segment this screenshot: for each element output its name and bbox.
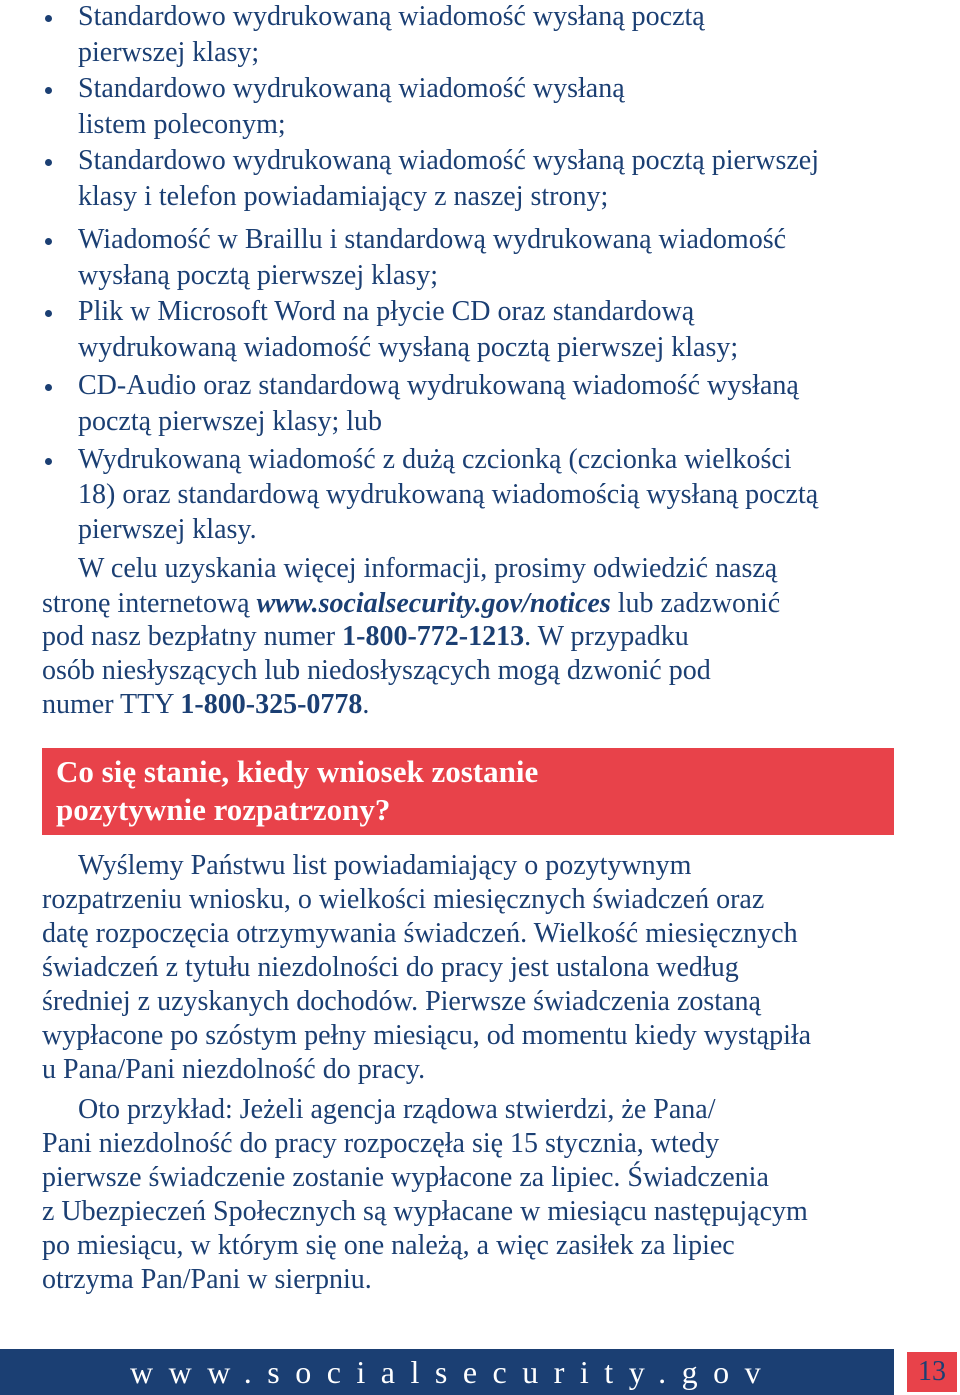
list-item-text: Plik w Microsoft Word na płycie CD oraz standardową [78, 296, 695, 327]
paragraph-text: . [362, 689, 370, 720]
list-item-text: CD-Audio oraz standardową wydrukowaną wiadomość wysłaną [78, 370, 799, 401]
tty-number: 1-800-325-0778 [180, 689, 363, 720]
paragraph-line: świadczeń z tytułu niezdolności do pracy jest ustalona według [42, 952, 739, 983]
list-item-text: klasy i telefon powiadamiający z naszej strony; [78, 181, 609, 212]
paragraph-line: z Ubezpieczeń Społecznych są wypłacane w miesiącu następującym [42, 1196, 808, 1227]
list-item-text: pierwszej klasy; [78, 37, 260, 68]
bullet-icon [45, 15, 52, 22]
section-heading-banner [42, 748, 894, 835]
section-heading-line: pozytywnie rozpatrzony? [56, 792, 391, 827]
paragraph-text: . W przypadku [524, 621, 689, 652]
paragraph-line: rozpatrzeniu wniosku, o wielkości miesięcznych świadczeń oraz [42, 884, 765, 915]
paragraph-line: po miesiącu, w którym się one należą, a więc zasiłek za lipiec [42, 1230, 735, 1261]
list-item-text: wydrukowaną wiadomość wysłaną pocztą pierwszej klasy; [78, 332, 739, 363]
paragraph-text: numer TTY [42, 689, 181, 720]
paragraph-line: W celu uzyskania więcej informacji, prosimy odwiedzić naszą [78, 553, 778, 584]
paragraph-line: otrzyma Pan/Pani w sierpniu. [42, 1264, 372, 1295]
list-item-text: Standardowo wydrukowaną wiadomość wysłaną pocztą pierwszej [78, 145, 820, 176]
footer-website-url: www.socialsecurity.gov [130, 1354, 777, 1390]
paragraph-line: średniej z uzyskanych dochodów. Pierwsze świadczenia zostaną [42, 986, 761, 1017]
paragraph-line: wypłacone po szóstym pełny miesiącu, od momentu kiedy wystąpiła [42, 1020, 812, 1051]
bullet-icon [45, 87, 52, 94]
paragraph-line: Pani niezdolność do pracy rozpoczęła się 15 stycznia, wtedy [42, 1128, 720, 1159]
paragraph-line: Oto przykład: Jeżeli agencja rządowa stwierdzi, że Pana/ [78, 1094, 716, 1125]
website-link[interactable]: www.socialsecurity.gov/notices [256, 588, 611, 619]
paragraph-line: pierwsze świadczenie zostanie wypłacone za lipiec. Świadczenia [42, 1162, 769, 1193]
list-item-text: Standardowo wydrukowaną wiadomość wysłaną pocztą [78, 1, 705, 32]
section-heading-line: Co się stanie, kiedy wniosek zostanie [56, 754, 539, 789]
bullet-icon [45, 458, 52, 465]
paragraph-line: datę rozpoczęcia otrzymywania świadczeń. Wielkość miesięcznych [42, 918, 798, 949]
list-item-text: Wydrukowaną wiadomość z dużą czcionką (czcionka wielkości [78, 444, 792, 475]
list-item-text: Standardowo wydrukowaną wiadomość wysłaną [78, 73, 625, 104]
paragraph-line [42, 620, 689, 654]
paragraph-text: pod nasz bezpłatny numer [42, 621, 343, 652]
list-item-text: pocztą pierwszej klasy; lub [78, 406, 383, 437]
paragraph-line: u Pana/Pani niezdolność do pracy. [42, 1054, 426, 1085]
list-item-text: 18) oraz standardową wydrukowaną wiadomością wysłaną pocztą [78, 479, 819, 510]
paragraph-line [42, 587, 780, 621]
page-number-badge: 13 [907, 1352, 957, 1392]
paragraph-text: lub zadzwonić [610, 588, 781, 619]
bullet-icon [45, 159, 52, 166]
list-item-text: Wiadomość w Braillu i standardową wydrukowaną wiadomość [78, 224, 787, 255]
list-item-text: wysłaną pocztą pierwszej klasy; [78, 260, 438, 291]
paragraph-line: Wyślemy Państwu list powiadamiający o pozytywnym [78, 850, 692, 881]
bullet-icon [45, 238, 52, 245]
list-item-text: listem poleconym; [78, 109, 286, 140]
bullet-icon [45, 384, 52, 391]
bullet-icon [45, 310, 52, 317]
paragraph-line: osób niesłyszących lub niedosłyszących mogą dzwonić pod [42, 655, 711, 686]
phone-number: 1-800-772-1213 [342, 621, 525, 652]
paragraph-text: stronę internetową [42, 588, 257, 619]
list-item-text: pierwszej klasy. [78, 514, 257, 545]
paragraph-line [42, 688, 369, 722]
